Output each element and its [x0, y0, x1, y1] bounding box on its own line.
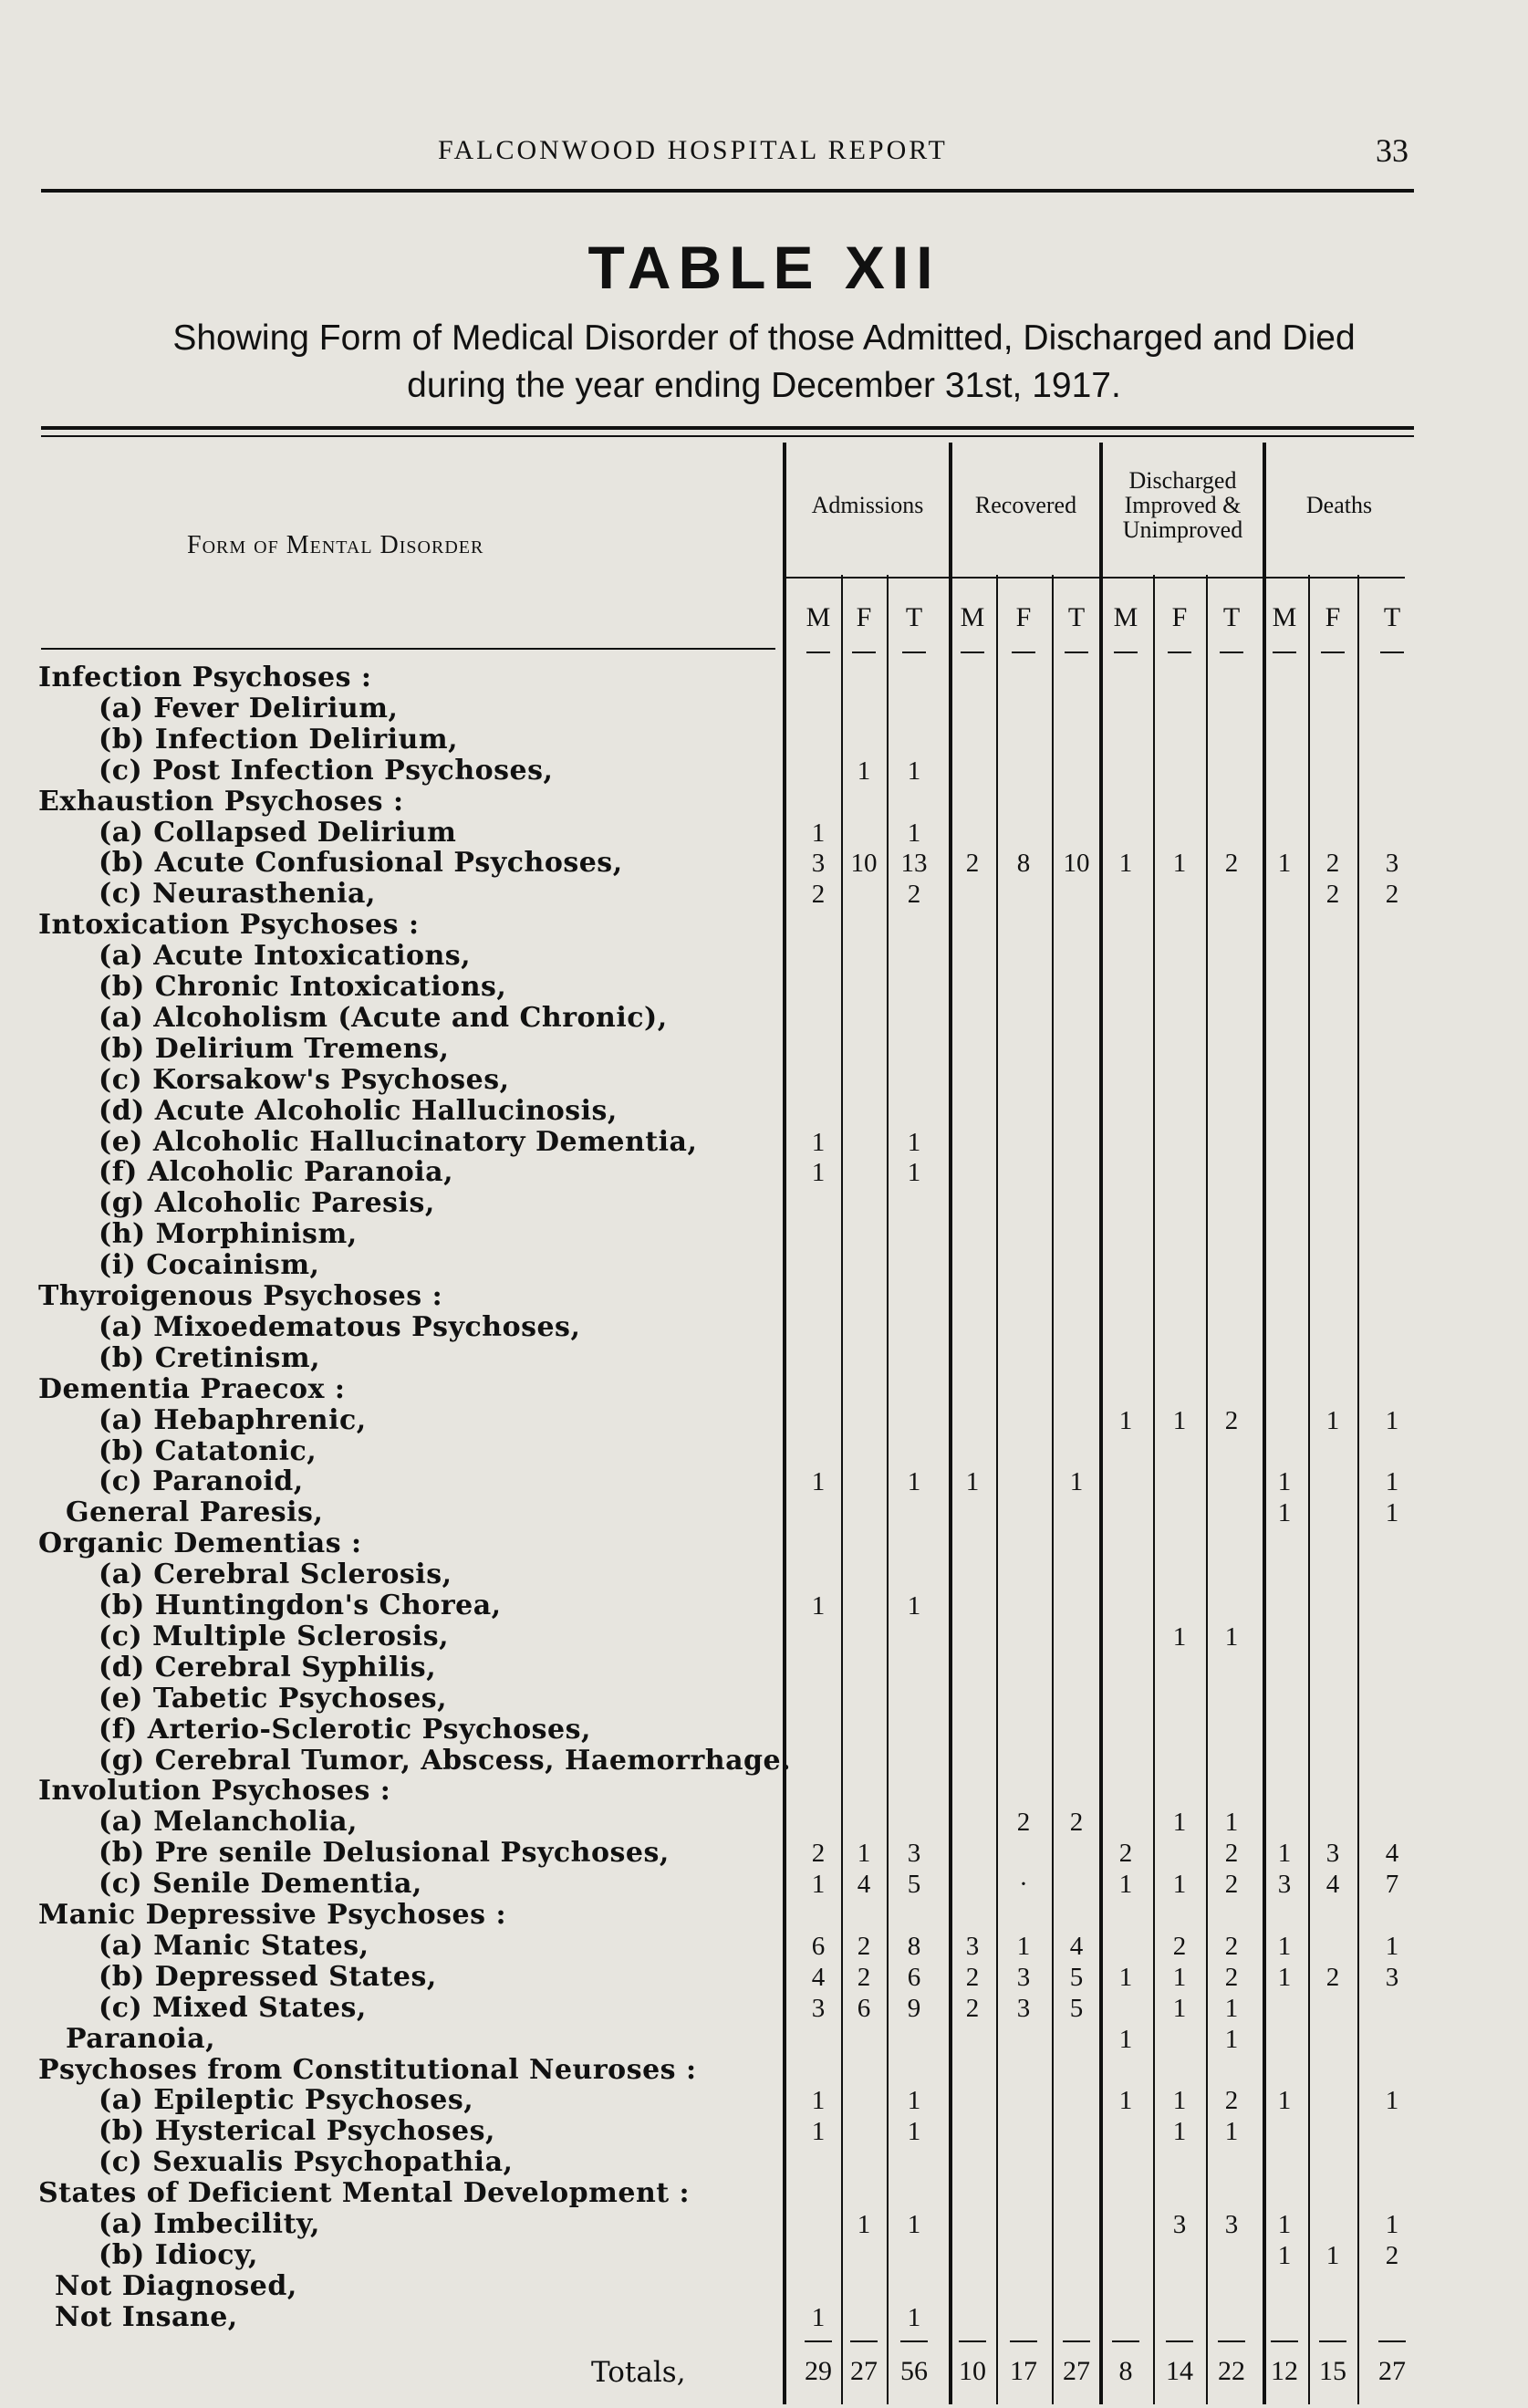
group-discharged: [1103, 468, 1263, 542]
table-cell: 2: [1325, 849, 1340, 879]
table-cell: 2: [1224, 1405, 1239, 1435]
table-cell: 1: [811, 1158, 826, 1188]
table-cell: 10: [850, 849, 878, 879]
sub-header-dash: [1380, 652, 1404, 653]
row-label: (c) Multiple Sclerosis,: [99, 1620, 450, 1652]
row-label: (a) Imbecility,: [99, 2208, 320, 2240]
table-cell: 1: [907, 2117, 921, 2147]
row-label: (b) Catatonic,: [99, 1434, 317, 1467]
row-label: (h) Morphinism,: [99, 1218, 358, 1251]
row-label: (b) Infection Delirium,: [99, 723, 459, 756]
row-label: (c) Sexualis Psychopathia,: [99, 2146, 514, 2179]
table-cell: 8: [907, 1931, 921, 1961]
table-cell: 2: [1224, 1839, 1239, 1869]
total-rule: [959, 2340, 986, 2342]
table-cell: 1: [1277, 1931, 1292, 1961]
sub-header-dash: [1273, 652, 1296, 653]
table-cell: 1: [1172, 1870, 1187, 1900]
row-label: (c) Paranoid,: [99, 1465, 304, 1498]
row-label: (c) Senile Dementia,: [99, 1868, 422, 1901]
table-cell: 1: [1172, 1993, 1187, 2023]
sub-header-dash: [1114, 652, 1138, 653]
page-number: 33: [1376, 132, 1408, 169]
row-label: (a) Mixoedematous Psychoses,: [99, 1310, 581, 1343]
table-cell: 2: [907, 880, 921, 910]
row-label: (b) Pre senile Delusional Psychoses,: [99, 1837, 670, 1870]
table-cell: 2: [965, 1993, 980, 2023]
group-deaths: Deaths: [1305, 492, 1373, 518]
row-label: (a) Acute Intoxications,: [99, 940, 472, 973]
row-label: (a) Manic States,: [99, 1929, 369, 1962]
table-cell: 2: [1385, 2240, 1399, 2270]
table-cell: 1: [1277, 2210, 1292, 2239]
category-label: Dementia Praecox :: [38, 1372, 346, 1405]
row-label: (i) Cocainism,: [99, 1249, 320, 1282]
table-cell: 1: [1118, 2024, 1133, 2054]
table-cell: 6: [811, 1931, 826, 1961]
total-cell: 8: [1118, 2356, 1133, 2386]
sub-header-2: T: [905, 602, 923, 632]
table-cell: 4: [1325, 1870, 1340, 1900]
table-cell: 5: [1069, 1962, 1084, 1992]
sub-header-dash: [1065, 652, 1088, 653]
table-cell: 1: [1118, 1870, 1133, 1900]
group-underline: [783, 577, 1405, 579]
subtitle-line-1: Showing Form of Medical Disorder of those Admitted, Discharged and Died: [172, 318, 1356, 358]
subtitle-line-2: during the year ending December 31st, 1917.: [407, 366, 1121, 405]
row-label: (a) Epileptic Psychoses,: [99, 2084, 474, 2117]
table-cell: 4: [811, 1962, 826, 1992]
table-cell: 3: [1325, 1839, 1340, 1869]
total-cell: 56: [900, 2356, 928, 2386]
category-label: States of Deficient Mental Development :: [38, 2177, 691, 2210]
header-rule: [41, 189, 1414, 193]
total-cell: 10: [959, 2356, 986, 2386]
table-cell: 9: [907, 1993, 921, 2023]
total-rule: [1218, 2340, 1245, 2342]
row-label: (b) Delirium Tremens,: [99, 1032, 450, 1065]
table-cell: 2: [857, 1931, 871, 1961]
category-label: Intoxication Psychoses :: [38, 909, 420, 942]
table-cell: ·: [1019, 1870, 1028, 1900]
table-cell: 5: [1069, 1993, 1084, 2023]
total-cell: 27: [1378, 2356, 1406, 2386]
table-cell: 1: [1224, 1993, 1239, 2023]
table-cell: 2: [1325, 1962, 1340, 1992]
row-label: (a) Hebaphrenic,: [99, 1403, 367, 1436]
table-cell: 1: [1172, 2117, 1187, 2147]
table-cell: 1: [1172, 1621, 1187, 1652]
table-cell: 2: [1172, 1931, 1187, 1961]
table-cell: 3: [1224, 2210, 1239, 2239]
table-cell: 1: [811, 1591, 826, 1621]
table-cell: 1: [907, 1467, 921, 1497]
table-cell: 1: [1325, 2240, 1340, 2270]
table-cell: 3: [811, 1993, 826, 2023]
total-rule: [1063, 2340, 1090, 2342]
sub-header-10: F: [1325, 602, 1341, 632]
sub-header-6: M: [1113, 602, 1138, 632]
table-cell: 2: [965, 849, 980, 879]
row-label: (f) Alcoholic Paranoia,: [99, 1156, 454, 1189]
sub-header-3: M: [960, 602, 985, 632]
table-cell: 1: [1118, 1405, 1133, 1435]
table-cell: 1: [1172, 1808, 1187, 1838]
total-rule: [1319, 2340, 1346, 2342]
table-cell: 2: [1385, 880, 1399, 910]
table-cell: 1: [907, 2086, 921, 2116]
sub-header-dash: [902, 652, 926, 653]
table-cell: 1: [1385, 1405, 1399, 1435]
sub-header-9: M: [1272, 602, 1297, 632]
totals-label: Totals,: [591, 2356, 686, 2389]
table-cell: 1: [1172, 849, 1187, 879]
table-cell: 2: [1224, 1962, 1239, 1992]
row-label: (c) Korsakow's Psychoses,: [99, 1063, 510, 1096]
table-cell: 1: [1385, 1498, 1399, 1528]
sub-header-dash: [1220, 652, 1243, 653]
row-label: (b) Chronic Intoxications,: [99, 971, 507, 1003]
table-cell: 1: [1385, 1931, 1399, 1961]
row-label: (a) Fever Delirium,: [99, 692, 399, 724]
table-cell: 3: [1172, 2210, 1187, 2239]
total-rule: [1378, 2340, 1406, 2342]
sub-header-0: M: [806, 602, 831, 632]
table-cell: 5: [907, 1870, 921, 1900]
table-cell: 1: [811, 1870, 826, 1900]
table-cell: 7: [1385, 1870, 1399, 1900]
total-rule: [1010, 2340, 1037, 2342]
running-header: [0, 132, 1528, 172]
table-cell: 1: [1224, 1621, 1239, 1652]
table-cell: 1: [1277, 1839, 1292, 1869]
sub-header-dash: [1168, 652, 1191, 653]
table-cell: 1: [857, 1839, 871, 1869]
table-cell: 3: [811, 849, 826, 879]
group-recovered: Recovered: [974, 492, 1077, 518]
table-cell: 2: [1224, 1931, 1239, 1961]
table-cell: 3: [1016, 1993, 1031, 2023]
table-cell: 1: [811, 2086, 826, 2116]
table-cell: 1: [1224, 2024, 1239, 2054]
group-discharged-line: Unimproved: [1122, 516, 1243, 543]
total-rule: [1112, 2340, 1139, 2342]
total-cell: 27: [1063, 2356, 1090, 2386]
total-cell: 15: [1319, 2356, 1346, 2386]
table-cell: 10: [1063, 849, 1090, 879]
table-cell: 1: [1069, 1467, 1084, 1497]
row-label: (c) Post Infection Psychoses,: [99, 754, 554, 787]
table-top-rule: [41, 426, 1414, 430]
row-label: (c) Mixed States,: [99, 1991, 367, 2024]
table-cell: 1: [1277, 849, 1292, 879]
table-cell: 1: [1172, 2086, 1187, 2116]
table-cell: 2: [1224, 1870, 1239, 1900]
sub-header-dash: [852, 652, 876, 653]
category-label: Psychoses from Constitutional Neuroses :: [38, 2053, 697, 2086]
row-label: (b) Cretinism,: [99, 1341, 321, 1374]
row-label: (b) Idiocy,: [99, 2238, 258, 2271]
table-cell: 1: [1118, 849, 1133, 879]
row-label: (b) Depressed States,: [99, 1960, 437, 1993]
table-cell: 1: [1277, 1962, 1292, 1992]
table-cell: 1: [965, 1467, 980, 1497]
table-cell: 1: [811, 818, 826, 848]
table-cell: 4: [857, 1870, 871, 1900]
table-cell: 1: [907, 756, 921, 786]
table-cell: 1: [1277, 2086, 1292, 2116]
row-label: (a) Collapsed Delirium: [99, 816, 457, 849]
table-cell: 2: [1325, 880, 1340, 910]
table-cell: 1: [1016, 1931, 1031, 1961]
table-cell: 2: [811, 880, 826, 910]
table-cell: 3: [1385, 849, 1399, 879]
row-label: (d) Acute Alcoholic Hallucinosis,: [99, 1094, 618, 1127]
table-cell: 1: [1224, 2117, 1239, 2147]
table-cell: 1: [857, 756, 871, 786]
sub-header-4: F: [1015, 602, 1032, 632]
table-cell: 6: [857, 1993, 871, 2023]
category-label: Organic Dementias :: [38, 1527, 362, 1560]
total-cell: 17: [1010, 2356, 1037, 2386]
table-cell: 1: [1118, 1962, 1133, 1992]
table-cell: 1: [1277, 1498, 1292, 1528]
total-cell: 12: [1271, 2356, 1298, 2386]
row-label: (d) Cerebral Syphilis,: [99, 1651, 437, 1684]
table-cell: 2: [1016, 1808, 1031, 1838]
table-cell: 1: [1118, 2086, 1133, 2116]
form-column-header: Form of Mental Disorder: [187, 531, 484, 559]
sub-header-dash: [1321, 652, 1345, 653]
row-label: Not Diagnosed,: [55, 2269, 297, 2302]
category-label: Involution Psychoses :: [38, 1775, 391, 1808]
table-cell: 2: [1224, 849, 1239, 879]
total-rule: [850, 2340, 878, 2342]
total-rule: [900, 2340, 928, 2342]
row-label: (b) Huntingdon's Chorea,: [99, 1590, 502, 1621]
row-label: General Paresis,: [66, 1496, 324, 1529]
sub-header-dash: [806, 652, 830, 653]
row-label: (g) Cerebral Tumor, Abscess, Haemorrhage.: [99, 1744, 792, 1777]
table-cell: 8: [1016, 849, 1031, 879]
running-title: FALCONWOOD HOSPITAL REPORT: [438, 135, 948, 165]
table-cell: 1: [1385, 2210, 1399, 2239]
table-cell: 3: [1385, 1962, 1399, 1992]
header-underline: [41, 648, 775, 650]
row-label: (e) Tabetic Psychoses,: [99, 1682, 448, 1715]
table-subtitle: [0, 315, 1528, 410]
table-cell: 2: [1224, 2086, 1239, 2116]
table-cell: 1: [811, 2117, 826, 2147]
table-cell: 1: [1172, 1405, 1187, 1435]
group-discharged-line: Discharged: [1128, 467, 1237, 494]
table-cell: 2: [1118, 1839, 1133, 1869]
total-cell: 14: [1166, 2356, 1193, 2386]
row-label: (g) Alcoholic Paresis,: [99, 1187, 435, 1220]
row-label: Paranoia,: [66, 2022, 216, 2055]
table-cell: 2: [811, 1839, 826, 1869]
column-rule: [783, 443, 786, 2404]
table-cell: 1: [1385, 1467, 1399, 1497]
table-cell: 1: [1277, 1467, 1292, 1497]
sub-header-5: T: [1067, 602, 1086, 632]
table-cell: 1: [907, 2302, 921, 2332]
table-cell: 1: [1325, 1405, 1340, 1435]
table-cell: 2: [965, 1962, 980, 1992]
row-label: (f) Arterio-Sclerotic Psychoses,: [99, 1713, 591, 1746]
table-cell: 3: [1016, 1962, 1031, 1992]
category-label: Infection Psychoses :: [38, 662, 372, 693]
table-cell: 6: [907, 1962, 921, 1992]
category-label: Thyroigenous Psychoses :: [38, 1280, 443, 1312]
row-label: (a) Melancholia,: [99, 1806, 358, 1839]
row-label: (a) Alcoholism (Acute and Chronic),: [99, 1001, 668, 1034]
category-label: Manic Depressive Psychoses :: [38, 1899, 507, 1931]
table-cell: 3: [965, 1931, 980, 1961]
column-rule: [949, 443, 952, 2404]
table-cell: 2: [857, 1962, 871, 1992]
sub-header-8: T: [1222, 602, 1241, 632]
sub-header-11: T: [1383, 602, 1401, 632]
table-cell: 1: [907, 2210, 921, 2239]
table-cell: 1: [811, 1127, 826, 1157]
table-cell: 1: [907, 1127, 921, 1157]
table-cell: 1: [811, 1467, 826, 1497]
group-admissions: Admissions: [811, 492, 924, 518]
table-cell: 3: [1277, 1870, 1292, 1900]
table-cell: 1: [1277, 2240, 1292, 2270]
total-rule: [1271, 2340, 1298, 2342]
category-label: Exhaustion Psychoses :: [38, 785, 404, 818]
table-cell: 1: [907, 818, 921, 848]
table-title: TABLE XII: [587, 234, 941, 301]
sub-header-dash: [961, 652, 984, 653]
table-top-rule-thin: [41, 435, 1414, 437]
table-cell: 2: [1069, 1808, 1084, 1838]
table-cell: 1: [1385, 2086, 1399, 2116]
table-cell: 13: [900, 849, 928, 879]
row-label: (a) Cerebral Sclerosis,: [99, 1558, 452, 1591]
total-rule: [1166, 2340, 1193, 2342]
total-cell: 22: [1218, 2356, 1245, 2386]
table-cell: 1: [1172, 1962, 1187, 1992]
row-label: (b) Acute Confusional Psychoses,: [99, 847, 623, 880]
sub-header-7: F: [1171, 602, 1188, 632]
sub-header-1: F: [856, 602, 872, 632]
table-cell: 1: [907, 1591, 921, 1621]
row-label: (e) Alcoholic Hallucinatory Dementia,: [99, 1125, 698, 1158]
total-cell: 29: [805, 2356, 832, 2386]
sub-header-dash: [1012, 652, 1035, 653]
row-label: (c) Neurasthenia,: [99, 878, 376, 911]
table-cell: 1: [857, 2210, 871, 2239]
table-cell: 3: [907, 1839, 921, 1869]
table-cell: 1: [1224, 1808, 1239, 1838]
table-cell: 1: [907, 1158, 921, 1188]
total-cell: 27: [850, 2356, 878, 2386]
table-cell: 4: [1385, 1839, 1399, 1869]
column-rule: [1357, 575, 1359, 2404]
table-cell: 4: [1069, 1931, 1084, 1961]
total-rule: [805, 2340, 832, 2342]
row-label: (b) Hysterical Psychoses,: [99, 2115, 495, 2148]
table-cell: 1: [811, 2302, 826, 2332]
group-discharged-line: Improved &: [1124, 492, 1242, 518]
row-label: Not Insane,: [55, 2300, 238, 2333]
